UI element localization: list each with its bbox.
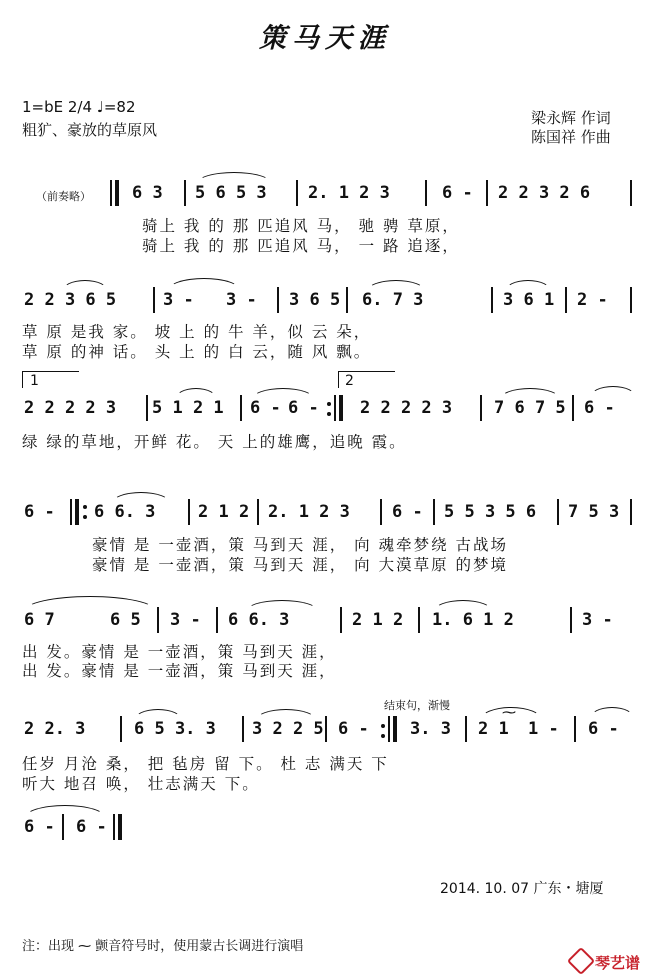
repeat-start-bar	[70, 499, 72, 525]
slur	[434, 600, 492, 611]
barline	[240, 395, 242, 421]
notes-r6-m8: 6 -	[588, 719, 619, 739]
barline	[433, 499, 435, 525]
barline	[630, 287, 632, 313]
notes-r1-m5: 2 2 3 2 6	[498, 183, 591, 203]
slur	[505, 280, 551, 291]
slur	[256, 709, 316, 720]
lyric-r5-v1: 出 发。豪情 是 一壶酒，策 马到天 涯，	[22, 643, 337, 661]
notes-r6-m1: 2 2. 3	[24, 719, 86, 739]
key-signature: 1=bE 2/4 ♩=82	[22, 98, 136, 116]
notes-r1-m1: 6 3	[132, 183, 163, 203]
slur	[367, 280, 425, 291]
notes-r2-m1: 2 2 3 6 5	[24, 290, 117, 310]
barline	[153, 287, 155, 313]
final-bar	[113, 814, 115, 840]
notes-r5-m5: 1. 6 1 2	[432, 610, 514, 630]
slur	[175, 388, 217, 399]
repeat-start-bar-thick	[115, 180, 119, 206]
notes-r3-m2: 5 1 2 1	[152, 398, 224, 418]
repeat-dot	[327, 402, 331, 406]
notes-r1-m3: 2. 1 2 3	[308, 183, 390, 203]
repeat-dot	[381, 734, 385, 738]
lyric-r3-v1: 绿 绿的草地，开鲜 花。 天 上的雄鹰，追晚 霞。	[22, 433, 407, 451]
notes-r2-m4: 3 6 5	[289, 290, 341, 310]
repeat-end-bar-thick	[339, 395, 343, 421]
notes-r3-m5: 2 2 2 2 3	[360, 398, 453, 418]
repeat-end-bar	[388, 716, 390, 742]
repeat-dot	[83, 515, 87, 519]
repeat-start-bar-thick	[75, 499, 79, 525]
slur	[24, 596, 156, 611]
lyric-r5-v2: 出 发。豪情 是 一壶酒，策 马到天 涯，	[22, 662, 337, 680]
barline	[465, 716, 467, 742]
volta-1-label: 1	[30, 373, 39, 389]
notes-r4-m6: 5 5 3 5 6	[444, 502, 537, 522]
barline	[277, 287, 279, 313]
logo-icon	[567, 947, 595, 975]
notes-r4-m4: 2. 1 2 3	[268, 502, 350, 522]
notes-r5-m1b: 6 5	[110, 610, 141, 630]
notes-r4-m3: 2 1 2	[198, 502, 250, 522]
slur	[590, 386, 636, 397]
barline	[565, 287, 567, 313]
notes-r2-m3: 3 -	[226, 290, 257, 310]
lyric-r4-v2: 豪情 是 一壶酒，策 马到天 涯， 向 大漠草原 的梦境	[92, 556, 508, 574]
repeat-dot	[83, 505, 87, 509]
barline	[418, 607, 420, 633]
notes-r7-m1: 6 -	[24, 817, 55, 837]
volta-2-label: 2	[345, 373, 354, 389]
notes-r3-m1: 2 2 2 2 3	[24, 398, 117, 418]
lyric-r4-v1: 豪情 是 一壶酒，策 马到天 涯， 向 魂牵梦绕 古战场	[92, 536, 508, 554]
notes-r4-m5: 6 -	[392, 502, 423, 522]
barline	[120, 716, 122, 742]
barline	[296, 180, 298, 206]
slur	[112, 492, 170, 503]
barline	[380, 499, 382, 525]
notes-r5-m3: 6 6. 3	[228, 610, 290, 630]
notes-r4-m1: 6 -	[24, 502, 55, 522]
notes-r3-m4: 6 -	[288, 398, 319, 418]
notes-r1-m4: 6 -	[442, 183, 473, 203]
notes-r6-m4: 6 -	[338, 719, 369, 739]
slur	[62, 280, 108, 291]
repeat-end-bar	[334, 395, 336, 421]
notes-r5-m1: 6 7	[24, 610, 55, 630]
barline	[184, 180, 186, 206]
barline	[216, 607, 218, 633]
coda-instruction: 结束句，渐慢	[384, 699, 450, 712]
slur	[590, 707, 634, 718]
notes-r5-m6: 3 -	[582, 610, 613, 630]
notes-r2-m7: 2 -	[577, 290, 608, 310]
tie	[168, 278, 240, 290]
barline	[188, 499, 190, 525]
barline	[480, 395, 482, 421]
notes-r7-m2: 6 -	[76, 817, 107, 837]
notes-r3-m6: 7 6 7 5	[494, 398, 566, 418]
footnote: 注：出现 ⁓ 颤音符号时，使用蒙古长调进行演唱	[22, 939, 304, 954]
song-title: 策马天涯	[259, 23, 391, 54]
notes-r6-m3: 3 2 2 5	[252, 719, 324, 739]
barline	[486, 180, 488, 206]
barline	[325, 716, 327, 742]
barline	[425, 180, 427, 206]
barline	[557, 499, 559, 525]
lyric-r1-v1: 骑上 我 的 那 匹追风 马， 驰 骋 草原，	[142, 217, 460, 235]
notes-r6-m7: 1 -	[528, 719, 559, 739]
repeat-end-bar-thick	[393, 716, 397, 742]
slur	[197, 172, 271, 183]
barline	[574, 716, 576, 742]
notes-r4-m7: 7 5 3	[568, 502, 620, 522]
barline	[346, 287, 348, 313]
lyric-r6-v1: 任岁 月沧 桑， 把 毡房 留 下。 杜 志 满天 下	[22, 755, 389, 773]
trill-mark-icon: ⁓	[502, 705, 516, 721]
barline	[257, 499, 259, 525]
barline	[630, 180, 632, 206]
notes-r6-m5: 3. 3	[410, 719, 451, 739]
slur	[246, 600, 318, 611]
notes-r4-m2: 6 6. 3	[94, 502, 156, 522]
barline	[491, 287, 493, 313]
notes-r3-m7: 6 -	[584, 398, 615, 418]
lyric-r2-v2: 草 原 的神 话。 头 上 的 白 云，随 风 飘。	[22, 343, 372, 361]
mood-description: 粗犷、豪放的草原风	[22, 121, 158, 139]
notes-r5-m2: 3 -	[170, 610, 201, 630]
notes-r2-m2: 3 -	[163, 290, 194, 310]
slur	[500, 388, 560, 399]
barline	[242, 716, 244, 742]
barline	[62, 814, 64, 840]
barline	[572, 395, 574, 421]
notes-r2-m5: 6. 7 3	[362, 290, 424, 310]
notes-r3-m3: 6 -	[250, 398, 281, 418]
lyric-r6-v2: 听大 地召 唤， 壮志满天 下。	[22, 775, 260, 793]
watermark-text: 琴艺谱	[594, 954, 640, 972]
intro-marker: （前奏略）	[36, 190, 91, 203]
notes-r6-m2: 6 5 3. 3	[134, 719, 216, 739]
repeat-dot	[327, 412, 331, 416]
lyricist-credit: 梁永辉 作词	[531, 109, 611, 127]
barline	[630, 499, 632, 525]
composer-credit: 陈国祥 作曲	[531, 128, 611, 146]
repeat-start-bar	[110, 180, 112, 206]
lyric-r1-v2: 骑上 我 的 那 匹追风 马， 一 路 追逐，	[142, 237, 460, 255]
barline	[146, 395, 148, 421]
barline	[157, 607, 159, 633]
notes-r1-m2: 5 6 5 3	[195, 183, 267, 203]
barline	[340, 607, 342, 633]
slur	[134, 709, 182, 720]
repeat-dot	[381, 724, 385, 728]
notes-r6-m6: 2 1	[478, 719, 509, 739]
notes-r5-m4: 2 1 2	[352, 610, 404, 630]
watermark-logo	[571, 951, 640, 973]
final-bar-thick	[118, 814, 122, 840]
notes-r2-m6: 3 6 1	[503, 290, 555, 310]
date-place: 2014. 10. 07 广东・塘厦	[440, 881, 604, 897]
barline	[570, 607, 572, 633]
lyric-r2-v1: 草 原 是我 家。 坡 上 的 牛 羊，似 云 朵，	[22, 323, 372, 341]
